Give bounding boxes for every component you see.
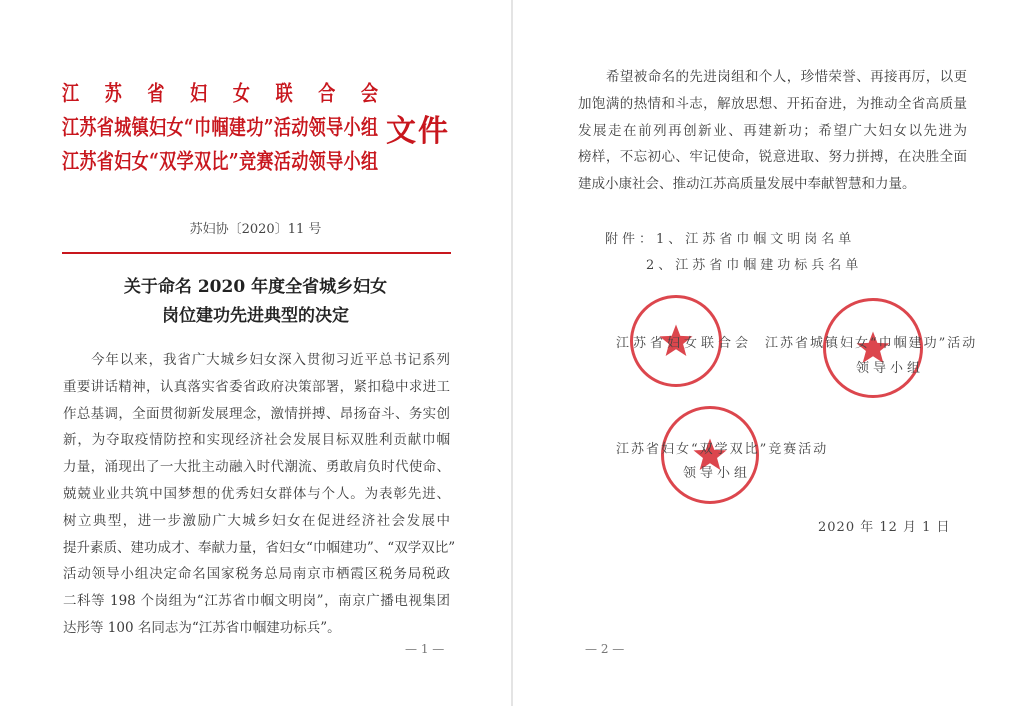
- text-line: 力量，涌现出了一大批主动融入时代潮流、勇敢肩负时代使命、: [63, 459, 450, 476]
- text-line: 建成小康社会、推动江苏高质量发展中奉献智慧和力量。: [578, 176, 916, 193]
- issuer-line-3: 江苏省妇女“双学双比”竞赛活动领导小组: [62, 149, 378, 175]
- signatory-2-line-2: 领导小组: [856, 361, 925, 376]
- text-line: 兢兢业业共筑中国梦想的优秀妇女群体与个人。为表彰先进、: [63, 486, 450, 502]
- title-line-2: 岗位建功先进典型的决定: [162, 306, 349, 326]
- page-2: [513, 0, 1024, 706]
- signatory-3-line-2: 领导小组: [683, 466, 752, 481]
- red-divider: [62, 252, 451, 254]
- text-line: 二科等 198 个岗组为“江苏省巾帼文明岗”，南京广播电视集团: [63, 593, 450, 610]
- title-line-1: 关于命名 2020 年度全省城乡妇女: [123, 277, 388, 297]
- attachment-1: 附件：1、江苏省巾帼文明岗名单: [605, 232, 856, 247]
- text-line: 达彤等 100 名同志为“江苏省巾帼建功标兵”。: [63, 620, 341, 636]
- signatory-2: 江苏省城镇妇女“巾帼建功”活动: [765, 336, 978, 351]
- text-line: 今年以来，我省广大城乡妇女深入贯彻习近平总书记系列: [91, 352, 450, 368]
- text-line: 作总基调，全面贯彻新发展理念，激情拼搏、昂扬奋斗、务实创: [63, 405, 450, 422]
- text-line: 重要讲话精神，认真落实省委省政府决策部署，紧扣稳中求进工: [63, 378, 450, 395]
- issuer-line-2: 江苏省城镇妇女“巾帼建功”活动领导小组: [62, 115, 378, 141]
- text-line: 新，为夺取疫情防控和实现经济社会发展目标双胜利贡献巾帼: [63, 432, 450, 449]
- text-line: 希望被命名的先进岗组和个人，珍惜荣誉、再接再厉，以更: [606, 69, 967, 85]
- page-number: — 2 —: [585, 642, 625, 656]
- page-1: [0, 0, 511, 706]
- text-line: 树立典型，进一步激励广大城乡妇女在促进经济社会发展中: [63, 512, 450, 529]
- text-line: 发展走在前列再创新业、再建新功；希望广大妇女以先进为: [578, 122, 967, 139]
- issuer-line-1: 江苏省妇女联合会: [62, 81, 378, 107]
- issue-date: 2020 年 12 月 1 日: [818, 520, 951, 535]
- document-number: 苏妇协〔2020〕11 号: [189, 222, 322, 237]
- page-number: — 1 —: [405, 642, 445, 656]
- text-line: 榜样，不忘初心、牢记使命，锐意进取、努力拼搏，在决胜全面: [578, 149, 967, 166]
- text-line: 活动领导小组决定命名国家税务总局南京市栖霞区税务局税政: [63, 566, 450, 583]
- document-label: 文件: [386, 114, 450, 149]
- attachment-2: 2、江苏省巾帼建功标兵名单: [646, 258, 863, 273]
- text-line: 加饱满的热情和斗志，解放思想、开拓奋进，为推动全省高质量: [578, 95, 967, 112]
- text-line: 提升素质、建功成才、奉献力量，省妇女“巾帼建功”、“双学双比”: [63, 539, 456, 556]
- signatory-3: 江苏省妇女“双学双比”竞赛活动: [616, 442, 829, 457]
- signatory-1: 江苏省妇女联合会: [616, 336, 753, 351]
